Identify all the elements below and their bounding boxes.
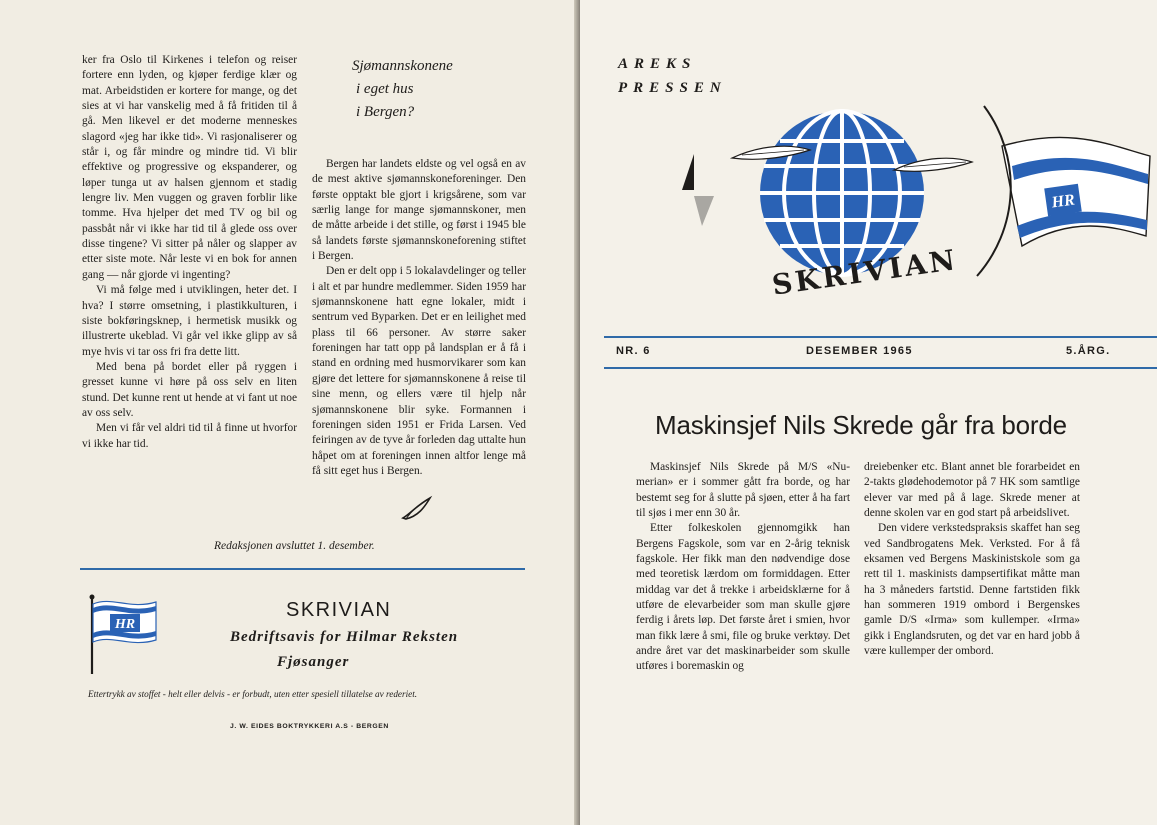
article-column [864, 460, 1080, 659]
fleuron-ornament-icon [400, 494, 434, 522]
paragraph: ker fra Oslo til Kirkenes i telefon og reiser fortere enn lyden, og kjøper ferdige klær og mat. Arbeidstiden er kortere for mange, og det sies at vi har vanskelig med å få fritiden til å gå. Men likevel er det moderne menneskes slagord «jeg har ikke tid». Vi rasjonaliserer og står i, og får mindre og mindre tid. Vi blir effektive og progressive og ekspanderer, og løper tunga ut av halsen gjennom et stadig lengre liv. Men vuggen og graven forblir like tomme. Hva hjelper det med TV og bil og passbåt når vi ikke har tid til å glede oss over disse tingene? Vi sitter på nåler og slapper av etter siste mote. Når leste vi en bok for annen gang — når gjorde vi ingenting? [82, 54, 297, 281]
publisher-line: AREKS [618, 56, 697, 72]
divider [604, 336, 1157, 338]
copyright-notice: Ettertrykk av stoffet - helt eller delvis - er forbudt, uten etter spesiell tillatelse av rederiet. [88, 689, 418, 699]
divider [604, 367, 1157, 369]
article-column [312, 157, 526, 479]
paragraph: dreiebenker etc. Blant annet ble forarbeidet en 2-takts glødehodemotor på 7 HK som samtlige elever var med på å lage. Skrede mener at denne skolen var en god start på arbeidslivet. [864, 461, 1080, 520]
hr-flag-icon [84, 590, 162, 676]
article-column [636, 460, 850, 675]
issue-date: DESEMBER 1965 [806, 345, 913, 357]
paragraph: Med bena på bordet eller på ryggen i gresset kunne vi høre på oss selv en liten stund. Det kunne rent ut hende at vi fant ut noe av oss selv. [82, 360, 297, 419]
issue-number: NR. 6 [616, 345, 651, 357]
masthead-name: SKRIVIAN [286, 599, 392, 621]
essay-column [82, 53, 297, 452]
paragraph: Den videre verkstedspraksis skaffet han seg ved Sandbrogatens Mek. Verksted. For å få eksamen ved Bergens Maskinistskole som ga rett til 1. maskinists dampsertifikat måtte man ha 3 måneders fartstid. Denne fartstiden fikk han sommeren 1919 ombord i Bergenskes gamle D/S «Irma» som kullemper. «Irma» gikk i Englandsruten, og det var en hard jobb å være kullemper der ombord. [864, 522, 1080, 658]
masthead-place: Fjøsanger [277, 654, 350, 670]
printer-credit: J. W. EIDES BOKTRYKKERI A.S - BERGEN [230, 723, 389, 730]
article-title [352, 55, 492, 124]
logo-wordmark: SKRIVIAN [770, 242, 960, 302]
paragraph: Men vi får vel aldri tid til å finne ut hvorfor vi ikke har tid. [82, 422, 297, 450]
globe-logo-icon [672, 86, 1152, 336]
flag-text: HR [114, 617, 136, 632]
publisher-line: PRESSEN [618, 80, 727, 96]
editorial-note: Redaksjonen avsluttet 1. desember. [214, 540, 375, 552]
article-title-line: Sjømannskonene [352, 58, 453, 74]
headline: Maskinsjef Nils Skrede går fra borde [655, 410, 1067, 440]
paragraph: Etter folkeskolen gjennomgikk han Bergens Fagskole, som var en 2-årig teknisk fagskole. Her fikk man den nødvendige dose med teoretisk lærdom om formiddagen. Etter middag var det å trekke i arbeidsklærne for å utføre de elevarbeider som man skulle gjøre ferdig i årets løp. Det første året i smien, hvor man fikk lære å smi, file og bruke verktøy. Det andre året var det maskinarbeider som skulle utføres i boremaskin og [636, 522, 850, 673]
paragraph: Maskinsjef Nils Skrede på M/S «Numerian» er i sommer gått fra borde, og har bestemt seg for å slutte på sjøen, etter å ha fart til sjøs i mer enn 30 år. [636, 461, 850, 520]
paragraph: Bergen har landets eldste og vel også en av de mest aktive sjømannskoneforeninger. Den første opptakt ble gjort i krigsårene, som var særlig lange for mange sjømannskoner, men de måtte arbeide i det stille, og først i 1945 ble så landets første sjømannskoneforening stiftet i Bergen. [312, 158, 526, 263]
masthead-subtitle: Bedriftsavis for Hilmar Reksten [230, 629, 459, 645]
divider [80, 568, 525, 570]
issue-volume: 5.ÅRG. [1066, 345, 1111, 357]
article-title-line: i eget hus [356, 81, 414, 97]
article-title-line: i Bergen? [356, 104, 415, 120]
logo-flag-text: HR [1050, 191, 1076, 212]
paragraph: Den er delt opp i 5 lokalavdelinger og teller i alt et par hundre medlemmer. Siden 1959 har sjømannskonene hatt egne lokaler, midt i sentrum ved Byparken. Det er en leilighet med plass til 66 personer. Av større saker foreningen har tatt opp på landsplan er å få i stand en ordning med husmorvikarer som kan gjøre det lettere for sjømannskonene å reise til sine menn, og ellers være til hjelp når sjømannskonene blir syke. Formannen i foreningen siden 1951 er Frida Larsen. Ved feiringen av de tyve år forleden dag uttalte hun håpet om at foreningen innen altfor lenge må få sitt eget hus i Bergen. [312, 265, 526, 477]
paragraph: Vi må følge med i utviklingen, heter det. I hva? I større omsetning, i plastikkulturen, i siste bokføringsknep, i hermetisk musikk og illustrerte ukeblad. Vi går vel ikke glipp av så mye hvis vi tar oss fri fra dette litt. [82, 284, 297, 358]
